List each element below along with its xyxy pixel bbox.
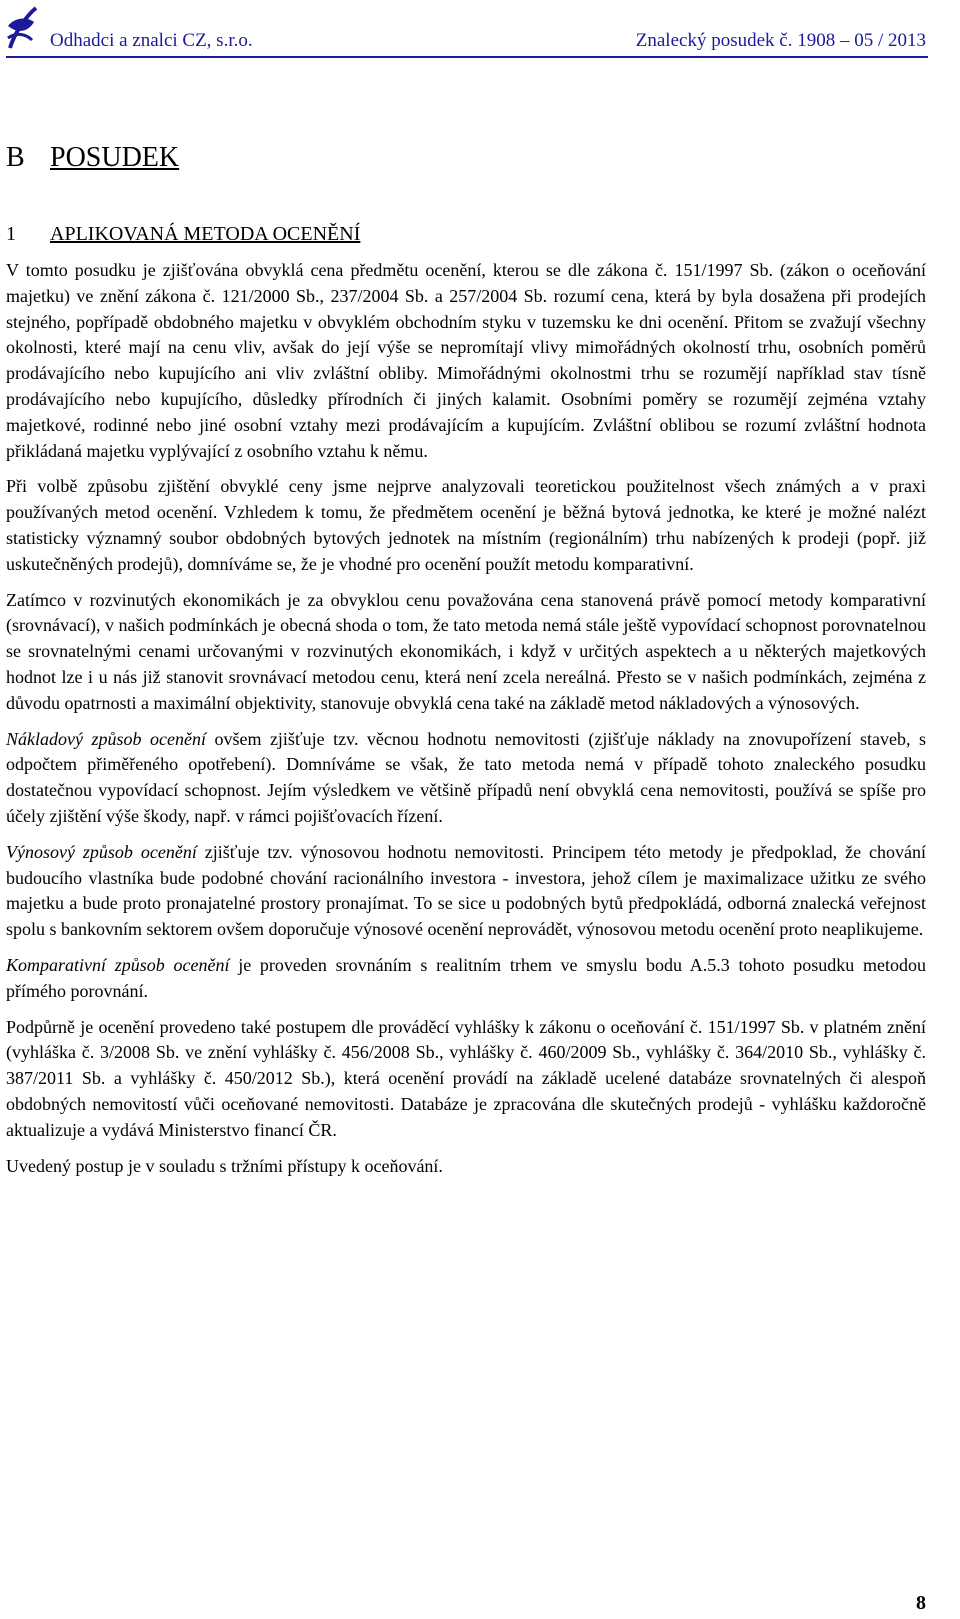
- paragraph-rozvinute-ekonomiky: Zatímco v rozvinutých ekonomikách je za obvyklou cenu považována cena stanovená právě pomocí metody komparativní (srovnávací), v našich podmínkách je obecná shoda o tom, že tato metoda nemá stále ještě vypovídací schopnost porovnatelnou se srovnatelnými cenami určovanými v rozvinutých ekonomikách, i když v určitých aspektech a u některých majetkových hodnot lze i u nás již stanovit srovnávací metodou cenu, která není zcela nereálná. Přesto se v našich podmínkách, zejména z důvodu opatrnosti a maximální objektivity, stanovuje obvyklá cena také na základě metod nákladových a výnosových.: [6, 589, 926, 713]
- subsection-number: 1: [6, 223, 16, 245]
- paragraph-nakladovy: [6, 727, 926, 830]
- term-nakladovy: Nákladový způsob ocenění: [6, 728, 206, 749]
- page-header: [0, 0, 960, 60]
- section-heading: [6, 140, 926, 176]
- paragraph-volba-metody: Při volbě způsobu zjištění obvyklé ceny jsme nejprve analyzovali teoretickou použitelnost všech známých a v praxi používaných metod ocenění. Vzhledem k tomu, že předmětem ocenění je běžná bytová jednotka, ke které je možné nalézt statisticky významný soubor obdobných bytových jednotek na místním (regionálním) trhu nabízených k prodeji (popř. již uskutečněných prodejů), domníváme se, že je vhodné pro ocenění použít metodu komparativní.: [6, 476, 926, 574]
- header-divider: [6, 56, 928, 58]
- term-komparativni: Komparativní způsob ocenění: [6, 954, 230, 975]
- paragraph-komparativni: [6, 953, 926, 1005]
- subsection-heading: [6, 220, 926, 248]
- company-logo-icon: [4, 4, 40, 52]
- text-vynosovy: zjišťuje tzv. výnosovou hodnotu nemovitosti. Principem této metody je předpoklad, že chování budoucího vlastníka bude podobné chování racionálního investora - investora, jehož cílem je maximalizace užitku ze svého majetku a bude proto pronajatelné prostory pronajímat. To se sice u podobných bytů předpokládá, odborná znalecká veřejnost spolu s bankovním sektorem ovšem doporučuje výnosové ocenění neprovádět, výnosovou metodu ocenění proto neaplikujeme.: [6, 841, 926, 940]
- report-reference: Znalecký posudek č. 1908 – 05 / 2013: [635, 30, 926, 51]
- paragraph-vynosovy: [6, 840, 926, 943]
- paragraph-zaver: Uvedený postup je v souladu s tržními přístupy k oceňování.: [6, 1155, 443, 1176]
- text-nakladovy: ovšem zjišťuje tzv. věcnou hodnotu nemovitosti (zjišťuje náklady na znovupořízení staveb, s odpočtem přiměřeného opotřebení). Domníváme se však, že tato metoda nemá v případě tohoto znaleckého posudku dostatečnou vypovídací schopnost. Jejím výsledkem ve většině případů není obvyklá cena nemovitosti, používá se spíše pro účely zjištění výše škody, např. v rámci pojišťovacích řízení.: [6, 728, 926, 826]
- section-letter: B: [6, 142, 25, 173]
- subsection-title: APLIKOVANÁ METODA OCENĚNÍ: [50, 223, 361, 245]
- document-body: [6, 140, 926, 1189]
- company-name: Odhadci a znalci CZ, s.r.o.: [50, 30, 253, 51]
- term-vynosovy: Výnosový způsob ocenění: [6, 841, 197, 862]
- section-title: POSUDEK: [50, 142, 180, 173]
- paragraph-obvykla-cena: V tomto posudku je zjišťována obvyklá cena předmětu ocenění, kterou se dle zákona č. 151/1997 Sb. (zákon o oceňování majetku) ve znění zákona č. 121/2000 Sb., 237/2004 Sb. a 257/2004 Sb. rozumí cena, která by byla dosažena při prodejích stejného, popřípadě obdobného majetku v obvyklém obchodním styku v tuzemsku ke dni ocenění. Přitom se zvažují všechny okolnosti, které mají na cenu vliv, avšak do její výše se nepromítají vlivy mimořádných okolností trhu, osobních poměrů prodávajícího nebo kupujícího ani vliv zvláštní obliby. Mimořádnými okolnostmi trhu se rozumějí například stav tísně prodávajícího nebo kupujícího, důsledky přírodních či jiných kalamit. Osobními poměry se rozumějí zejména vztahy majetkové, rodinné nebo jiné osobní vztahy mezi prodávajícím a kupujícím. Zvláštní oblibou se rozumí zvláštní hodnota přikládaná majetku vyplývající z osobního vztahu k němu.: [6, 260, 926, 461]
- page-number: 8: [916, 1592, 926, 1614]
- text-komparativni: je proveden srovnáním s realitním trhem ve smyslu bodu A.5.3 tohoto posudku metodou přímého porovnání.: [6, 954, 926, 1001]
- paragraph-podpurne: Podpůrně je ocenění provedeno také postupem dle prováděcí vyhlášky k zákonu o oceňování č. 151/1997 Sb. v platném znění (vyhláška č. 3/2008 Sb. ve znění vyhlášky č. 456/2008 Sb., vyhlášky č. 460/2009 Sb., vyhlášky č. 364/2010 Sb., vyhlášky č. 387/2011 Sb. a vyhlášky č. 450/2012 Sb.), která ocenění provádí na základě ucelené databáze srovnatelných či alespoň obdobných nemovitostí vůči oceňované nemovitosti. Databáze je zpracována dle skutečných prodejů - vyhlášku každoročně aktualizuje a vydává Ministerstvo financí ČR.: [6, 1016, 926, 1140]
